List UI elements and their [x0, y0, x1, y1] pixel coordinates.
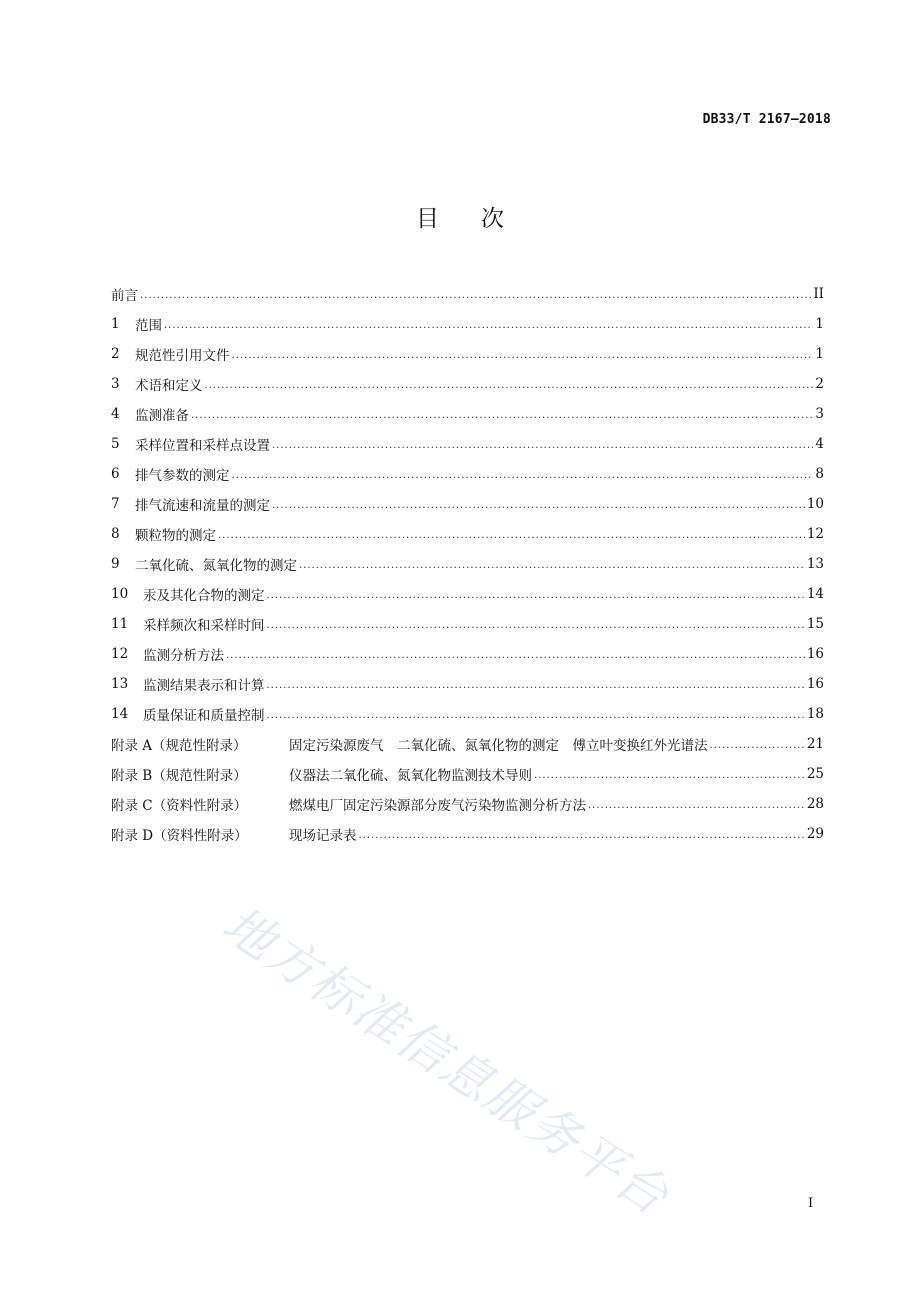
toc-leader [205, 380, 814, 399]
toc-entry-title: 范围 [135, 318, 162, 334]
toc-entry-number: 3 [111, 376, 120, 392]
toc-leader [267, 590, 805, 609]
toc-leader [588, 800, 805, 819]
toc-entry[interactable] [111, 399, 824, 429]
toc-leader [232, 470, 814, 489]
toc-leader [272, 500, 805, 519]
toc-leader [267, 680, 805, 699]
toc-entry-number: 5 [111, 436, 120, 452]
toc-entry-title: 排气流速和流量的测定 [135, 498, 270, 514]
toc-entry[interactable] [111, 339, 824, 369]
toc-annex-entry[interactable] [111, 729, 824, 759]
toc-entry-page: 2 [815, 376, 824, 392]
toc-entry-number: 13 [111, 676, 129, 692]
toc-entry-page: 13 [806, 556, 824, 572]
toc-entry-title: 采样频次和采样时间 [143, 618, 265, 634]
document-code: DB33/T 2167—2018 [702, 112, 831, 127]
toc-entry-number: 1 [111, 316, 120, 332]
toc-leader [232, 350, 814, 369]
toc-leader [140, 290, 811, 309]
toc-entry-number: 7 [111, 496, 120, 512]
toc-entry[interactable] [111, 609, 824, 639]
toc-entry[interactable] [111, 519, 824, 549]
toc-leader [267, 710, 805, 729]
toc-entry-page: 18 [806, 706, 824, 722]
toc-annex-label: 附录 C（资料性附录） [111, 798, 248, 814]
toc-entry-title: 固定污染源废气 二氧化硫、氮氧化物的测定 傅立叶变换红外光谱法 [289, 738, 708, 754]
toc-entry-title: 排气参数的测定 [135, 468, 230, 484]
toc-entry-number: 12 [111, 646, 129, 662]
toc-entry-title: 监测分析方法 [143, 648, 224, 664]
toc-leader [164, 320, 813, 339]
toc-entry-number: 10 [111, 586, 129, 602]
toc-entry-title: 燃煤电厂固定污染源部分废气污染物监测分析方法 [289, 798, 586, 814]
toc-entry-page: 10 [806, 496, 824, 512]
toc-entry-title: 现场记录表 [289, 828, 357, 844]
toc-entry-number: 2 [111, 346, 120, 362]
toc-entry-page: 12 [806, 526, 824, 542]
toc-entry-number: 6 [111, 466, 120, 482]
toc-entry-page: 21 [806, 736, 824, 752]
toc-entry-page: 16 [806, 646, 824, 662]
toc-entry-page: 4 [815, 436, 824, 452]
toc-entry-number: 4 [111, 406, 120, 422]
toc-entry-page: 29 [806, 826, 824, 842]
toc-entry-number: 9 [111, 556, 120, 572]
page-number: I [808, 1196, 814, 1211]
toc-entry-title: 质量保证和质量控制 [143, 708, 265, 724]
toc-entry-page: 1 [815, 346, 824, 362]
toc-entry-number: 8 [111, 526, 120, 542]
toc-entry[interactable] [111, 369, 824, 399]
toc-leader [218, 530, 805, 549]
toc-entry-title: 仪器法二氧化硫、氮氧化物监测技术导则 [289, 768, 532, 784]
toc-entry-title: 规范性引用文件 [135, 348, 230, 364]
toc-entry-page: 15 [806, 616, 824, 632]
toc-annex-label: 附录 B（规范性附录） [111, 768, 247, 784]
toc-entry-page: 1 [815, 316, 824, 332]
toc-entry-title: 二氧化硫、氮氧化物的测定 [135, 558, 297, 574]
toc-entry[interactable] [111, 429, 824, 459]
toc-entry-title: 术语和定义 [135, 378, 203, 394]
toc-entry-title: 颗粒物的测定 [135, 528, 216, 544]
toc-entry-title: 前言 [111, 288, 138, 304]
toc-entry-page: II [813, 286, 824, 302]
toc-entry[interactable] [111, 279, 824, 309]
toc-leader [272, 440, 813, 459]
toc-leader [534, 770, 805, 789]
toc-entry-page: 16 [806, 676, 824, 692]
toc-annex-label: 附录 D（资料性附录） [111, 828, 248, 844]
toc-entry[interactable] [111, 459, 824, 489]
toc-entry-title: 监测结果表示和计算 [143, 678, 265, 694]
toc-entry[interactable] [111, 669, 824, 699]
toc-entry-title: 采样位置和采样点设置 [135, 438, 270, 454]
toc-leader [710, 740, 805, 759]
watermark: 地方标准信息服务平台 [212, 895, 680, 1227]
toc-annex-entry[interactable] [111, 819, 824, 849]
toc-entry[interactable] [111, 489, 824, 519]
toc-annex-entry[interactable] [111, 759, 824, 789]
page-title: 目次 [416, 206, 546, 232]
toc-entry-page: 3 [815, 406, 824, 422]
toc-entry[interactable] [111, 549, 824, 579]
toc-leader [299, 560, 805, 579]
toc-entry-number: 14 [111, 706, 129, 722]
toc-entry-page: 8 [815, 466, 824, 482]
toc-leader [226, 650, 805, 669]
toc-leader [191, 410, 813, 429]
toc-entry-title: 监测准备 [135, 408, 189, 424]
table-of-contents [111, 279, 824, 849]
toc-entry-title: 汞及其化合物的测定 [143, 588, 265, 604]
toc-annex-label: 附录 A（规范性附录） [111, 738, 247, 754]
toc-entry-page: 14 [806, 586, 824, 602]
toc-annex-entry[interactable] [111, 789, 824, 819]
toc-entry-page: 25 [806, 766, 824, 782]
toc-entry-number: 11 [111, 616, 129, 632]
toc-leader [359, 830, 805, 849]
toc-entry[interactable] [111, 639, 824, 669]
toc-entry[interactable] [111, 309, 824, 339]
toc-entry[interactable] [111, 699, 824, 729]
toc-entry-page: 28 [806, 796, 824, 812]
toc-leader [267, 620, 805, 639]
toc-entry[interactable] [111, 579, 824, 609]
